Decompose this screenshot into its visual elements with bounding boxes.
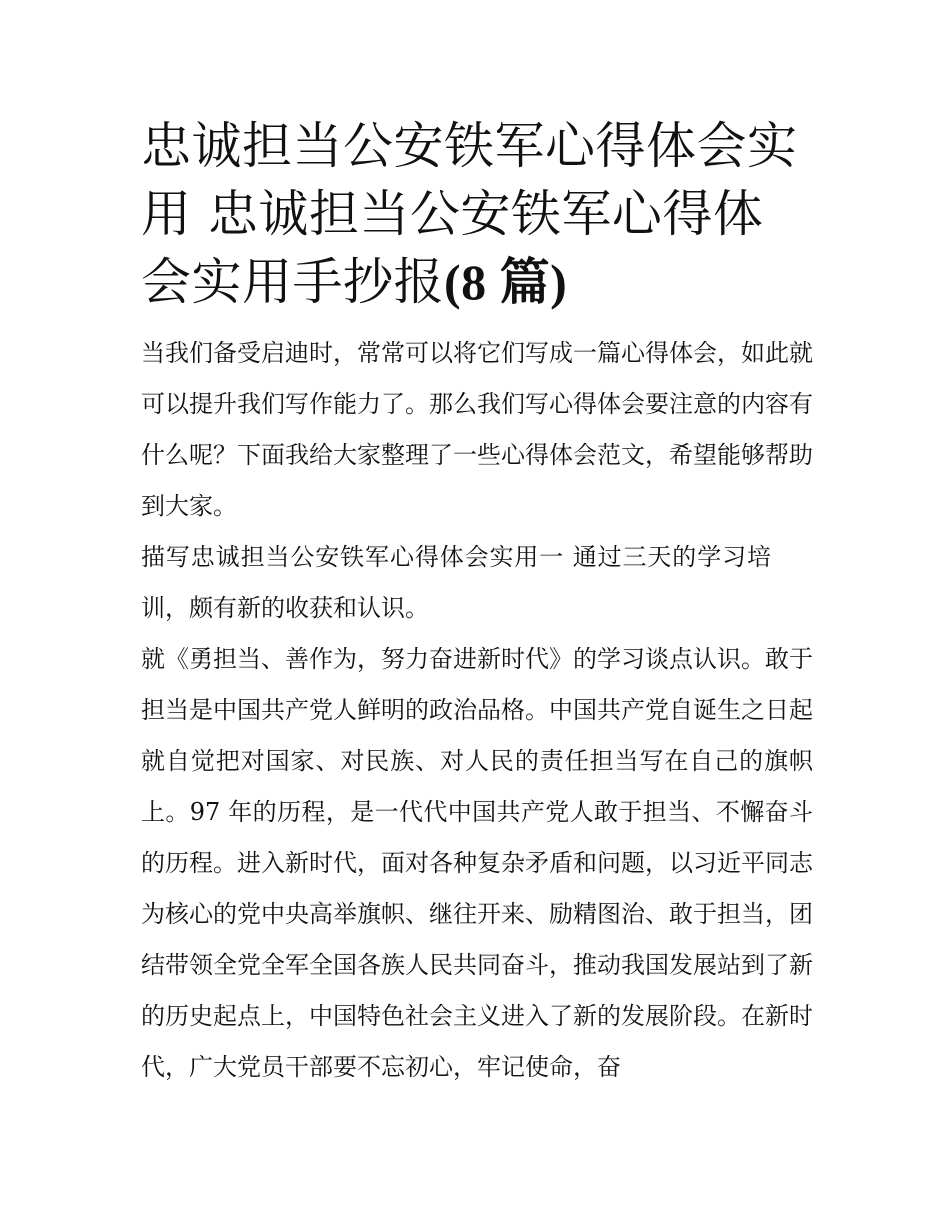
- section-one-paragraph: 描写忠诚担当公安铁军心得体会实用一 通过三天的学习培训，颇有新的收获和认识。: [141, 543, 771, 622]
- body-paragraph: 就《勇担当、善作为，努力奋进新时代》的学习谈点认识。敢于担当是中国共产党人鲜明的政治品格。中国共产党自诞生之日起就自觉把对国家、对民族、对人民的责任担当写在自己的旗帜上。97 年的历程，是一代代中国共产党人敢于担当、不懈奋斗的历程。进入新时代，面对各种复杂矛盾和问题，以习近平同志为核心的党中央高举旗帜、继往开来、励精图治、敢于担当，团结带领全党全军全国各族人民共同奋斗，推动我国发展站到了新的历史起点上，中国特色社会主义进入了新的发展阶段。在新时代，广大党员干部要不忘初心，牢记使命，奋: [141, 645, 813, 1081]
- title-main: 忠诚担当公安铁军心得体会实用 忠诚担当公安铁军心得体会实用手抄报: [141, 117, 798, 311]
- intro-paragraph: 当我们备受启迪时，常常可以将它们写成一篇心得体会，如此就可以提升我们写作能力了。那么我们写心得体会要注意的内容有什么呢？下面我给大家整理了一些心得体会范文，希望能够帮助到大家。: [141, 339, 813, 520]
- document-page: [141, 112, 813, 1093]
- title-suffix: (8 篇): [444, 254, 568, 310]
- document-title: [141, 112, 813, 316]
